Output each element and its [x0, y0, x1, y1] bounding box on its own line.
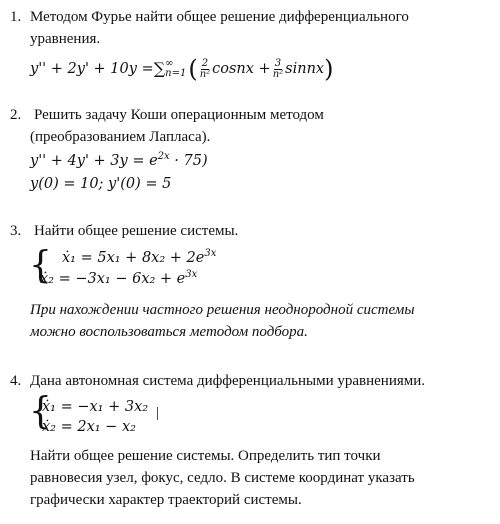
close-paren: ): [324, 55, 334, 83]
problem-3-system-line2: [40, 270, 197, 288]
problem-1-text-line2: уравнения.: [30, 31, 101, 47]
problem-2-number: 2.: [10, 107, 22, 123]
fraction-2-denominator: n²: [272, 68, 284, 80]
problem-3-text-line1: Найти общее решение системы.: [34, 223, 239, 239]
problem-4-number: 4.: [10, 373, 22, 389]
open-paren: (: [188, 55, 198, 83]
sum-upper: ∞: [165, 58, 174, 69]
problem-2-equation-tail: · 75): [169, 153, 208, 169]
fraction-1-numerator: 2: [201, 57, 209, 69]
fraction-2: [273, 59, 283, 80]
system-brace: {: [29, 243, 52, 287]
system-3-line1-exponent: 3x: [204, 248, 217, 260]
term-cos: cosnx +: [212, 61, 271, 77]
problem-4-text-line4: графически характер траекторий системы.: [30, 492, 302, 508]
problem-4-text-line3: равновесия узел, фокус, седло. В системе координат указать: [30, 470, 415, 486]
problem-1-text-line1: Методом Фурье найти общее решение дифференциального: [30, 9, 409, 25]
sum-lower: n=1: [165, 68, 187, 79]
problem-1-number: 1.: [10, 9, 22, 25]
stray-bar: |: [156, 405, 160, 421]
problem-4-text-line1: Дана автономная система дифференциальными уравнениями.: [30, 373, 426, 389]
sum-limits: [165, 59, 186, 79]
problem-2-equation-exponent: 2x: [157, 151, 170, 163]
system-3-line2: ẋ₂ = −3x₁ − 6x₂ + e: [40, 271, 186, 287]
system-3-line1: ẋ₁ = 5x₁ + 8x₂ + 2e: [62, 250, 205, 266]
sum-symbol: ∑: [153, 59, 166, 78]
problem-3-note-line2: можно воспользоваться методом подбора.: [30, 324, 308, 340]
problem-2-text-line1: Решить задачу Коши операционным методом: [34, 107, 324, 123]
problem-4-system-line1: ẋ₁ = −x₁ + 3x₂: [42, 399, 149, 415]
problem-2-conditions: y(0) = 10; y'(0) = 5: [30, 176, 172, 192]
term-sin: sinnx: [285, 61, 325, 77]
fraction-1-denominator: n²: [199, 68, 211, 80]
equation-lhs: y'' + 2y' + 10y =: [30, 61, 154, 77]
problem-3-number: 3.: [10, 223, 22, 239]
problem-2-equation-main: y'' + 4y' + 3y = e: [30, 153, 158, 169]
problem-3-system-line1: [62, 249, 216, 267]
system-brace: {: [29, 389, 52, 433]
fraction-1: [200, 59, 210, 80]
problem-3-note-line1: При нахождении частного решения неоднородной системы: [30, 302, 415, 318]
problem-1-equation: [30, 56, 333, 82]
problem-4-system-line2: ẋ₂ = 2x₁ − x₂: [42, 419, 136, 435]
problem-2-equation: [30, 152, 208, 170]
problem-4-text-line2: Найти общее решение системы. Определить тип точки: [30, 448, 381, 464]
system-3-line2-exponent: 3x: [185, 269, 198, 281]
fraction-2-numerator: 3: [274, 57, 282, 69]
problem-2-text-line2: (преобразованием Лапласа).: [30, 129, 211, 145]
